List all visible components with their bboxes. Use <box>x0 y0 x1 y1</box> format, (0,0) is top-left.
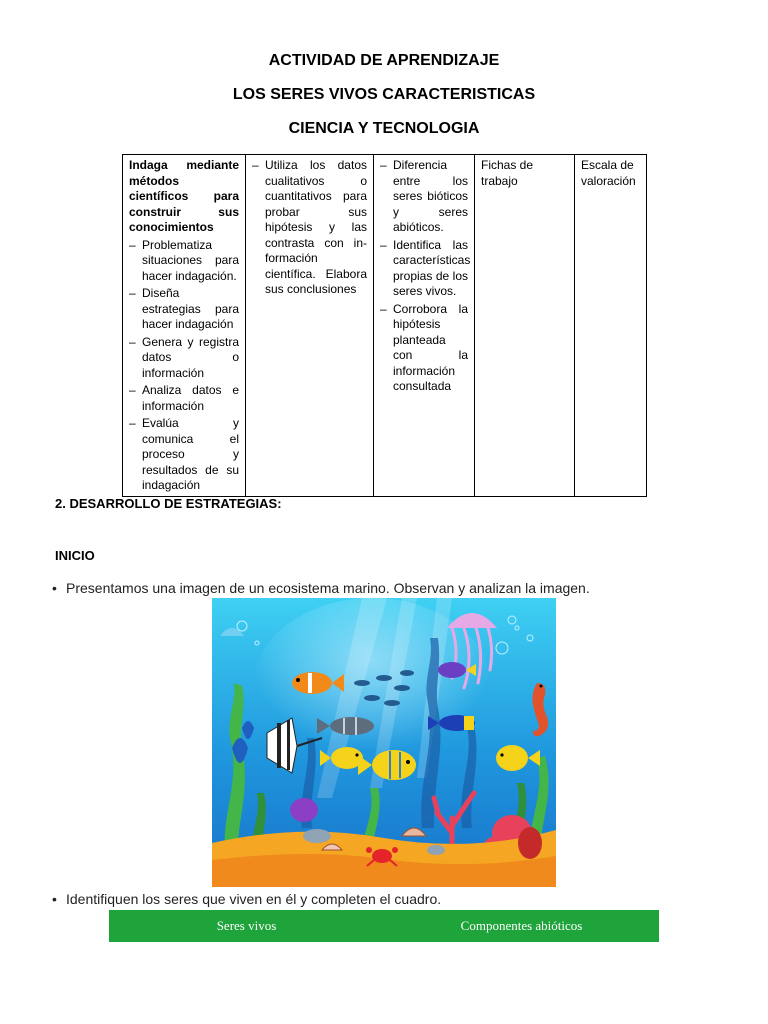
competence-text: Indaga mediante métodos científicos para construir sus conocimientos <box>129 158 239 234</box>
capacity-item: – Diseña estrategias para hacer indagación <box>129 286 239 333</box>
capacity-item: – Problematiza situaciones para hacer indagación. <box>129 238 239 285</box>
criteria-item: – Identifica las características propias de los seres vivos. <box>380 238 468 300</box>
header-living-beings: Seres vivos <box>109 910 384 943</box>
planning-table <box>122 154 647 497</box>
criteria-cell <box>374 155 475 497</box>
bullet-identify-beings <box>52 891 441 907</box>
section-heading-strategies: 2. DESARROLLO DE ESTRATEGIAS: <box>55 496 282 511</box>
title-topic: LOS SERES VIVOS CARACTERISTICAS <box>232 86 536 103</box>
evidence-cell <box>475 155 575 497</box>
header-abiotic-components: Componentes abióticos <box>384 910 659 943</box>
instrument-text: Escala de valoración <box>581 158 636 188</box>
title-area: CIENCIA Y TECNOLOGIA <box>288 120 480 137</box>
bullet-text: Presentamos una imagen de un ecosistema marino. Observan y analizan la imagen. <box>66 580 590 596</box>
capacity-item: – Genera y registra datos o información <box>129 335 239 382</box>
bullet-text: Identifiquen los seres que viven en él y completen el cuadro. <box>66 891 442 907</box>
bullet-icon: • <box>52 580 57 596</box>
section-heading-inicio: INICIO <box>55 548 95 563</box>
bullet-icon: • <box>52 891 57 907</box>
performance-cell <box>246 155 374 497</box>
evidence-text: Fichas de trabajo <box>481 158 534 188</box>
competence-cell <box>123 155 246 497</box>
capacity-item: – Evalúa y comunica el proceso y resultados de su indagación <box>129 416 239 494</box>
performance-text: – Utiliza los datos cualitativos o cuantitativos para probar sus hipótesis y las contrasta con in-formación científica. Elabora sus conclusiones <box>252 158 367 298</box>
bullet-observe-image <box>52 580 590 596</box>
criteria-list <box>380 158 471 395</box>
classification-table <box>109 910 659 944</box>
capacity-item: – Analiza datos e información <box>129 383 239 414</box>
marine-ecosystem-illustration <box>212 598 556 887</box>
title-activity: ACTIVIDAD DE APRENDIZAJE <box>268 52 500 69</box>
instrument-cell <box>575 155 647 497</box>
criteria-item: – Corrobora la hipótesis planteada con la información consultada <box>380 302 468 395</box>
capacities-list <box>129 238 239 494</box>
criteria-item: – Diferencia entre los seres bióticos y seres abióticos. <box>380 158 468 236</box>
